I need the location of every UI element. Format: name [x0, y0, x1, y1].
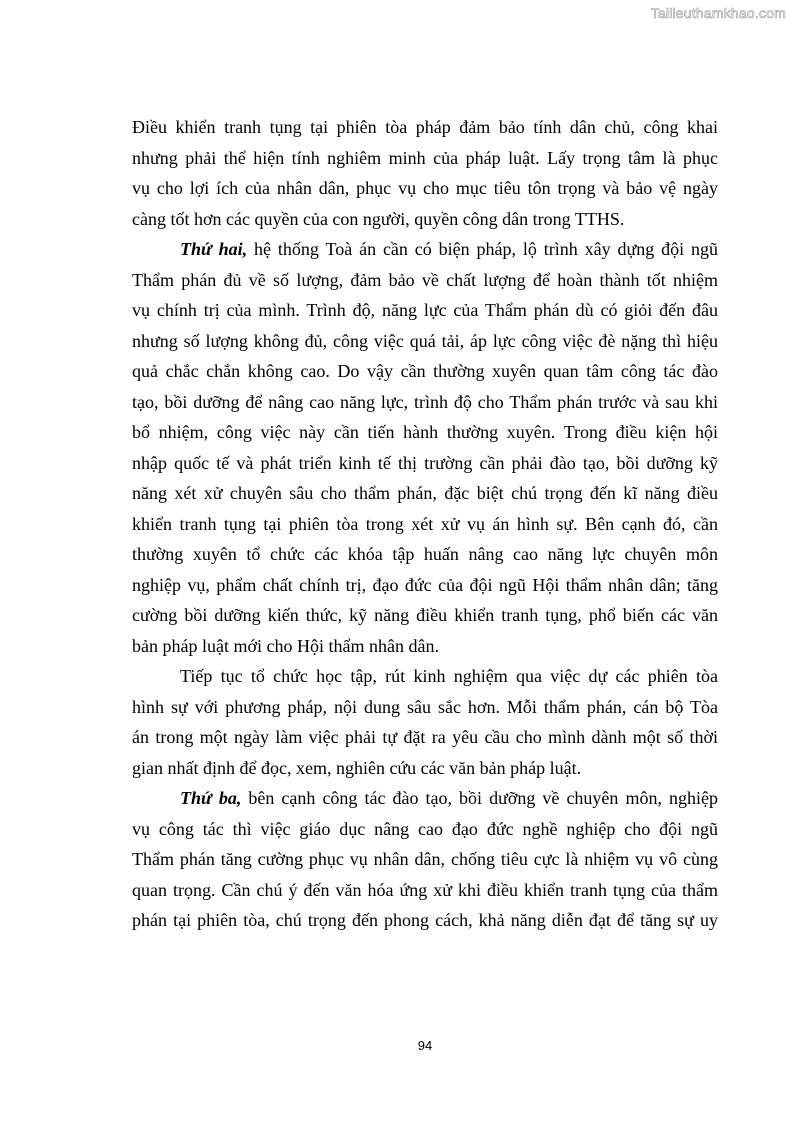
- text-line: quan trọng. Cần chú ý đến văn hóa ứng xử khi điều khiển tranh tụng của thẩm: [132, 879, 718, 900]
- text-line: cường bồi dưỡng kiến thức, kỹ năng điều khiển tranh tụng, phổ biến các văn: [132, 605, 718, 625]
- text-line: nhập quốc tế và phát triển kinh tế thị trường cần phải đào tạo, bồi dưỡng kỹ: [132, 452, 718, 473]
- document-body: [132, 112, 718, 936]
- text-line: [132, 234, 718, 265]
- text-line: nhưng phải thể hiện tính nghiêm minh của pháp luật. Lấy trọng tâm là phục: [132, 147, 718, 168]
- text-line: Tiếp tục tổ chức học tập, rút kinh nghiệm qua việc dự các phiên tòa: [180, 666, 718, 686]
- text-line: quả chắc chắn không cao. Do vậy cần thường xuyên quan tâm công tác đào: [132, 361, 718, 381]
- paragraph: [132, 234, 718, 661]
- text-line: [132, 783, 718, 814]
- watermark-text: Tailieuthamkhao.com: [650, 5, 786, 21]
- text-line: bản pháp luật mới cho Hội thẩm nhân dân.: [132, 635, 439, 656]
- text-line: thường xuyên tổ chức các khóa tập huấn nâng cao năng lực chuyên môn: [132, 544, 718, 564]
- page-number: 94: [417, 1038, 433, 1053]
- text-line: vụ chính trị của mình. Trình độ, năng lực của Thẩm phán dù có giỏi đến đâu: [132, 300, 718, 320]
- text-line: phán tại phiên tòa, chú trọng đến phong cách, khả năng diễn đạt để tăng sự uy: [132, 910, 718, 930]
- paragraph-lead: Thứ ba,: [180, 788, 242, 808]
- paragraph: [132, 661, 718, 783]
- text-line: tạo, bồi dưỡng để nâng cao năng lực, trình độ cho Thẩm phán trước và sau khi: [132, 391, 718, 412]
- text-line: nhưng số lượng không đủ, công việc quá tải, áp lực công việc đè nặng thì hiệu: [132, 330, 718, 351]
- text-line: án trong một ngày làm việc phải tự đặt ra yêu cầu cho mình dành một số thời: [132, 727, 718, 747]
- text-line: khiển tranh tụng tại phiên tòa trong xét xử vụ án hình sự. Bên cạnh đó, cần: [132, 513, 718, 534]
- text-line: vụ công tác thì việc giáo dục nâng cao đạo đức nghề nghiệp cho đội ngũ: [132, 818, 718, 839]
- text-line: Điều khiển tranh tụng tại phiên tòa pháp đảm bảo tính dân chủ, công khai: [132, 117, 718, 137]
- paragraph-lead: Thứ hai,: [180, 239, 248, 259]
- text-line: gian nhất định để đọc, xem, nghiên cứu các văn bản pháp luật.: [132, 757, 582, 778]
- text-line: vụ cho lợi ích của nhân dân, phục vụ cho mục tiêu tôn trọng và bảo vệ ngày: [132, 178, 718, 198]
- text-line: Thẩm phán đủ về số lượng, đảm bảo về chất lượng để hoàn thành tốt nhiệm: [132, 269, 718, 290]
- text-line: bổ nhiệm, công việc này cần tiến hành thường xuyên. Trong điều kiện hội: [132, 422, 718, 442]
- text-span: hệ thống Toà án cần có biện pháp, lộ trình xây dựng đội ngũ: [247, 239, 718, 259]
- paragraph: [132, 112, 718, 234]
- paragraph: [132, 783, 718, 936]
- text-span: bên cạnh công tác đào tạo, bồi dưỡng về chuyên môn, nghiệp: [241, 788, 718, 808]
- text-line: Thẩm phán tăng cường phục vụ nhân dân, chống tiêu cực là nhiệm vụ vô cùng: [132, 849, 718, 869]
- text-line: năng xét xử chuyên sâu cho thẩm phán, đặc biệt chú trọng đến kĩ năng điều: [132, 483, 718, 503]
- text-line: càng tốt hơn các quyền của con người, quyền công dân trong TTHS.: [132, 208, 625, 229]
- text-line: nghiệp vụ, phẩm chất chính trị, đạo đức của đội ngũ Hội thẩm nhân dân; tăng: [132, 574, 718, 595]
- text-line: hình sự với phương pháp, nội dung sâu sắc hơn. Mỗi thẩm phán, cán bộ Tòa: [132, 696, 718, 717]
